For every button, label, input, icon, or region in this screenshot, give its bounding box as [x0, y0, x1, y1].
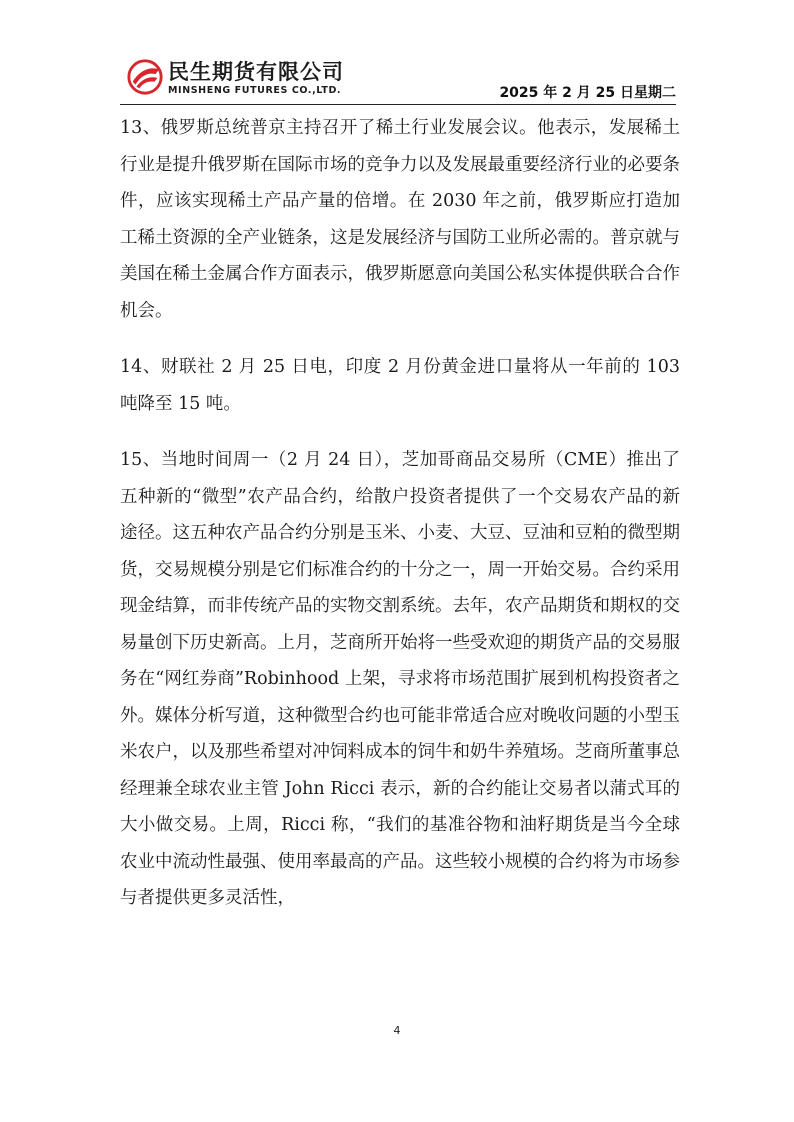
report-date: 2025 年 2 月 25 日星期二	[499, 85, 676, 101]
news-item-15: 15、当地时间周一（2 月 24 日），芝加哥商品交易所（CME）推出了五种新的“微型”农产品合约，给散户投资者提供了一个交易农产品的新途径。这五种农产品合约分别是玉米、小麦、大豆、豆油和豆粕的微型期货，交易规模分别是它们标准合约的十分之一，周一开始交易。合约采用现金结算，而非传统产品的实物交割系统。去年，农产品期货和期权的交易量创下历史新高。上月，芝商所开始将一些受欢迎的期货产品的交易服务在“网红券商”Robinhood 上架，寻求将市场范围扩展到机构投资者之外。媒体分析写道，这种微型合约也可能非常适合应对晚收问题的小型玉米农户，以及那些希望对冲饲料成本的饲牛和奶牛养殖场。芝商所董事总经理兼全球农业主管 John Ricci 表示，新的合约能让交易者以蒲式耳的大小做交易。上周，Ricci 称，“我们的基准谷物和油籽期货是当今全球农业中流动性最强、使用率最高的产品。这些较小规模的合约将为市场参与者提供更多灵活性，	[120, 450, 680, 908]
news-item-13: 13、俄罗斯总统普京主持召开了稀土行业发展会议。他表示，发展稀土行业是提升俄罗斯在国际市场的竞争力以及发展最重要经济行业的必要条件，应该实现稀土产品产量的倍增。在 2030 年之前，俄罗斯应打造加工稀土资源的全产业链条，这是发展经济与国防工业所必需的。普京就与美国在稀土金属合作方面表示，俄罗斯愿意向美国公私实体提供联合合作机会。	[120, 118, 680, 321]
company-name-en: MINSHENG FUTURES CO.,LTD.	[168, 85, 342, 96]
header-divider	[120, 104, 676, 105]
company-name-cn: 民生期货有限公司	[168, 60, 344, 84]
document-body	[120, 110, 680, 937]
news-item-14: 14、财联社 2 月 25 日电，印度 2 月份黄金进口量将从一年前的 103 吨降至 15 吨。	[120, 357, 680, 414]
page-header	[120, 56, 676, 104]
minsheng-logo-icon	[126, 58, 164, 96]
page-number: 4	[393, 1024, 401, 1037]
company-logo	[120, 56, 380, 100]
